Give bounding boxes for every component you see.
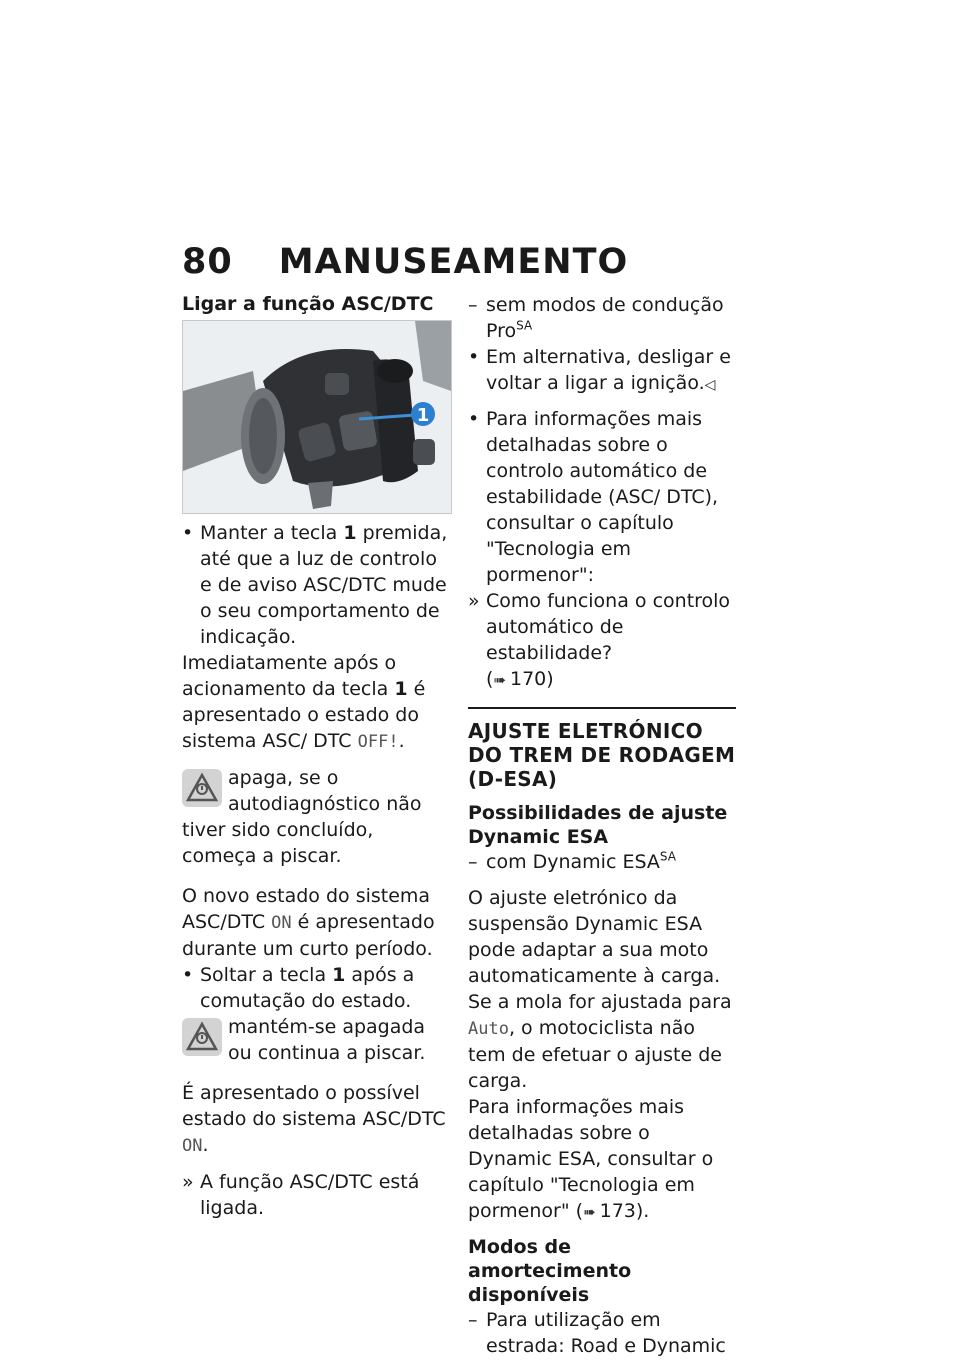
dash-text: com Dynamic ESA <box>486 851 660 873</box>
warning-text: mantém-se apagada ou continua a piscar. <box>228 1016 426 1064</box>
key-ref: 1 <box>394 678 408 700</box>
para-text: O novo estado do sistema ASC/DTC <box>182 885 431 933</box>
warning-lamp-icon <box>182 769 222 807</box>
para-text: É apresentado o possível estado do sistema ASC/DTC <box>182 1082 446 1130</box>
dash-text: Para utilização em estrada: Road e Dynamic <box>486 1309 726 1357</box>
paragraph-possible-status <box>182 1080 450 1159</box>
step-text: Soltar a tecla <box>200 964 333 986</box>
mode-auto: Auto <box>468 1019 509 1039</box>
warning-text: apaga, se o autodiagnóstico não tiver sido concluído, começa a piscar. <box>182 767 422 867</box>
result-asc-on <box>182 1169 450 1221</box>
step-more-info <box>468 406 736 588</box>
heading-asc-dtc: Ligar a função ASC/DTC <box>182 293 434 315</box>
sa-superscript: SA <box>659 849 676 864</box>
sa-superscript: SA <box>516 318 533 333</box>
para-text: é apresentado o estado do sistema ASC/ DTC <box>182 678 426 752</box>
ref-paren: ( <box>575 1200 584 1222</box>
paragraph-status-on <box>182 883 450 962</box>
result-icon: » <box>182 1171 194 1193</box>
paragraph-status-off <box>182 650 450 755</box>
left-column <box>182 292 450 1221</box>
dash-text: sem modos de condução Pro <box>486 294 724 342</box>
para-text: O ajuste eletrónico da suspensão Dynamic ESA pode adaptar a sua moto automaticamente à carga. Se a mola for ajustada para <box>468 887 732 1013</box>
warning-note-2 <box>182 1014 450 1066</box>
end-mark-icon: ◁ <box>704 377 716 393</box>
subheading-damping-modes: Modos de amortecimento disponíveis <box>468 1236 632 1306</box>
para-text: . <box>398 730 405 752</box>
right-column <box>468 292 736 1359</box>
para-text: Imediatamente após o acionamento da tecla <box>182 652 397 700</box>
paragraph-esa-info <box>468 1094 736 1225</box>
step-text: Em alternativa, desligar e voltar a ligar a ignição. <box>486 346 731 394</box>
section-heading-desa: AJUSTE ELETRÓNICO DO TREM DE RODAGEM (D-ESA) <box>468 719 736 791</box>
handlebar-illustration <box>183 321 451 513</box>
dash-item-pro <box>468 292 736 344</box>
step-press-key <box>182 520 450 650</box>
callout-number-1: 1 <box>416 405 430 426</box>
bullet-icon: • <box>182 522 194 544</box>
step-text-rest: premida, até que a luz de controlo e de aviso ASC/DTC mude o seu comportamento de indicação. <box>200 522 448 648</box>
key-ref: 1 <box>343 522 357 544</box>
result-link-asc[interactable] <box>468 588 736 693</box>
step-release-key <box>182 962 450 1014</box>
dash-icon: – <box>468 294 478 316</box>
step-text: Manter a tecla <box>200 522 344 544</box>
dash-icon: – <box>468 851 478 873</box>
para-text: Para informações mais detalhadas sobre o Dynamic ESA, consultar o capítulo "Tecnologia em pormenor" <box>468 1096 714 1222</box>
link-text[interactable]: Como funciona o controlo automático de estabilidade? <box>486 590 731 664</box>
handlebar-switch-image <box>182 320 452 514</box>
warning-lamp-icon <box>182 1018 222 1056</box>
step-text: Para informações mais detalhadas sobre o controlo automático de estabilidade (ASC/ DTC), consultar o capítulo "Tecnologia em pormenor": <box>486 408 719 586</box>
section-divider <box>468 707 736 709</box>
page-ref[interactable]: 173). <box>599 1200 650 1222</box>
status-off: OFF! <box>357 732 399 752</box>
ref-paren: ( <box>486 668 494 690</box>
bullet-icon: • <box>468 346 480 368</box>
step-text-rest: após a comutação do estado. <box>200 964 415 1012</box>
dash-item-road <box>468 1307 736 1359</box>
page-header <box>182 242 628 282</box>
step-restart-ignition <box>468 344 736 398</box>
paragraph-esa-auto <box>468 885 736 1094</box>
status-on: ON <box>271 913 292 933</box>
bullet-icon: • <box>182 964 194 986</box>
page-number: 80 <box>182 242 233 282</box>
para-text: . <box>202 1134 209 1156</box>
dash-icon: – <box>468 1309 478 1331</box>
result-text: A função ASC/DTC está ligada. <box>200 1171 420 1219</box>
bullet-icon: • <box>468 408 480 430</box>
page-ref[interactable]: 170) <box>510 668 554 690</box>
dash-item-dynamic-esa <box>468 849 736 875</box>
para-text: é apresentado durante um curto período. <box>182 911 435 960</box>
key-ref: 1 <box>332 964 346 986</box>
section-title: MANUSEAMENTO <box>278 242 629 282</box>
para-text: , o motociclista não tem de efetuar o ajuste de carga. <box>468 1017 722 1092</box>
page-ref-arrow-icon: ➠ <box>493 671 506 689</box>
subheading-adjust: Possibilidades de ajuste Dynamic ESA <box>468 802 728 848</box>
result-icon: » <box>468 590 480 612</box>
status-on: ON <box>182 1136 203 1156</box>
page-ref-arrow-icon: ➠ <box>583 1203 596 1221</box>
warning-note-1 <box>182 765 450 869</box>
